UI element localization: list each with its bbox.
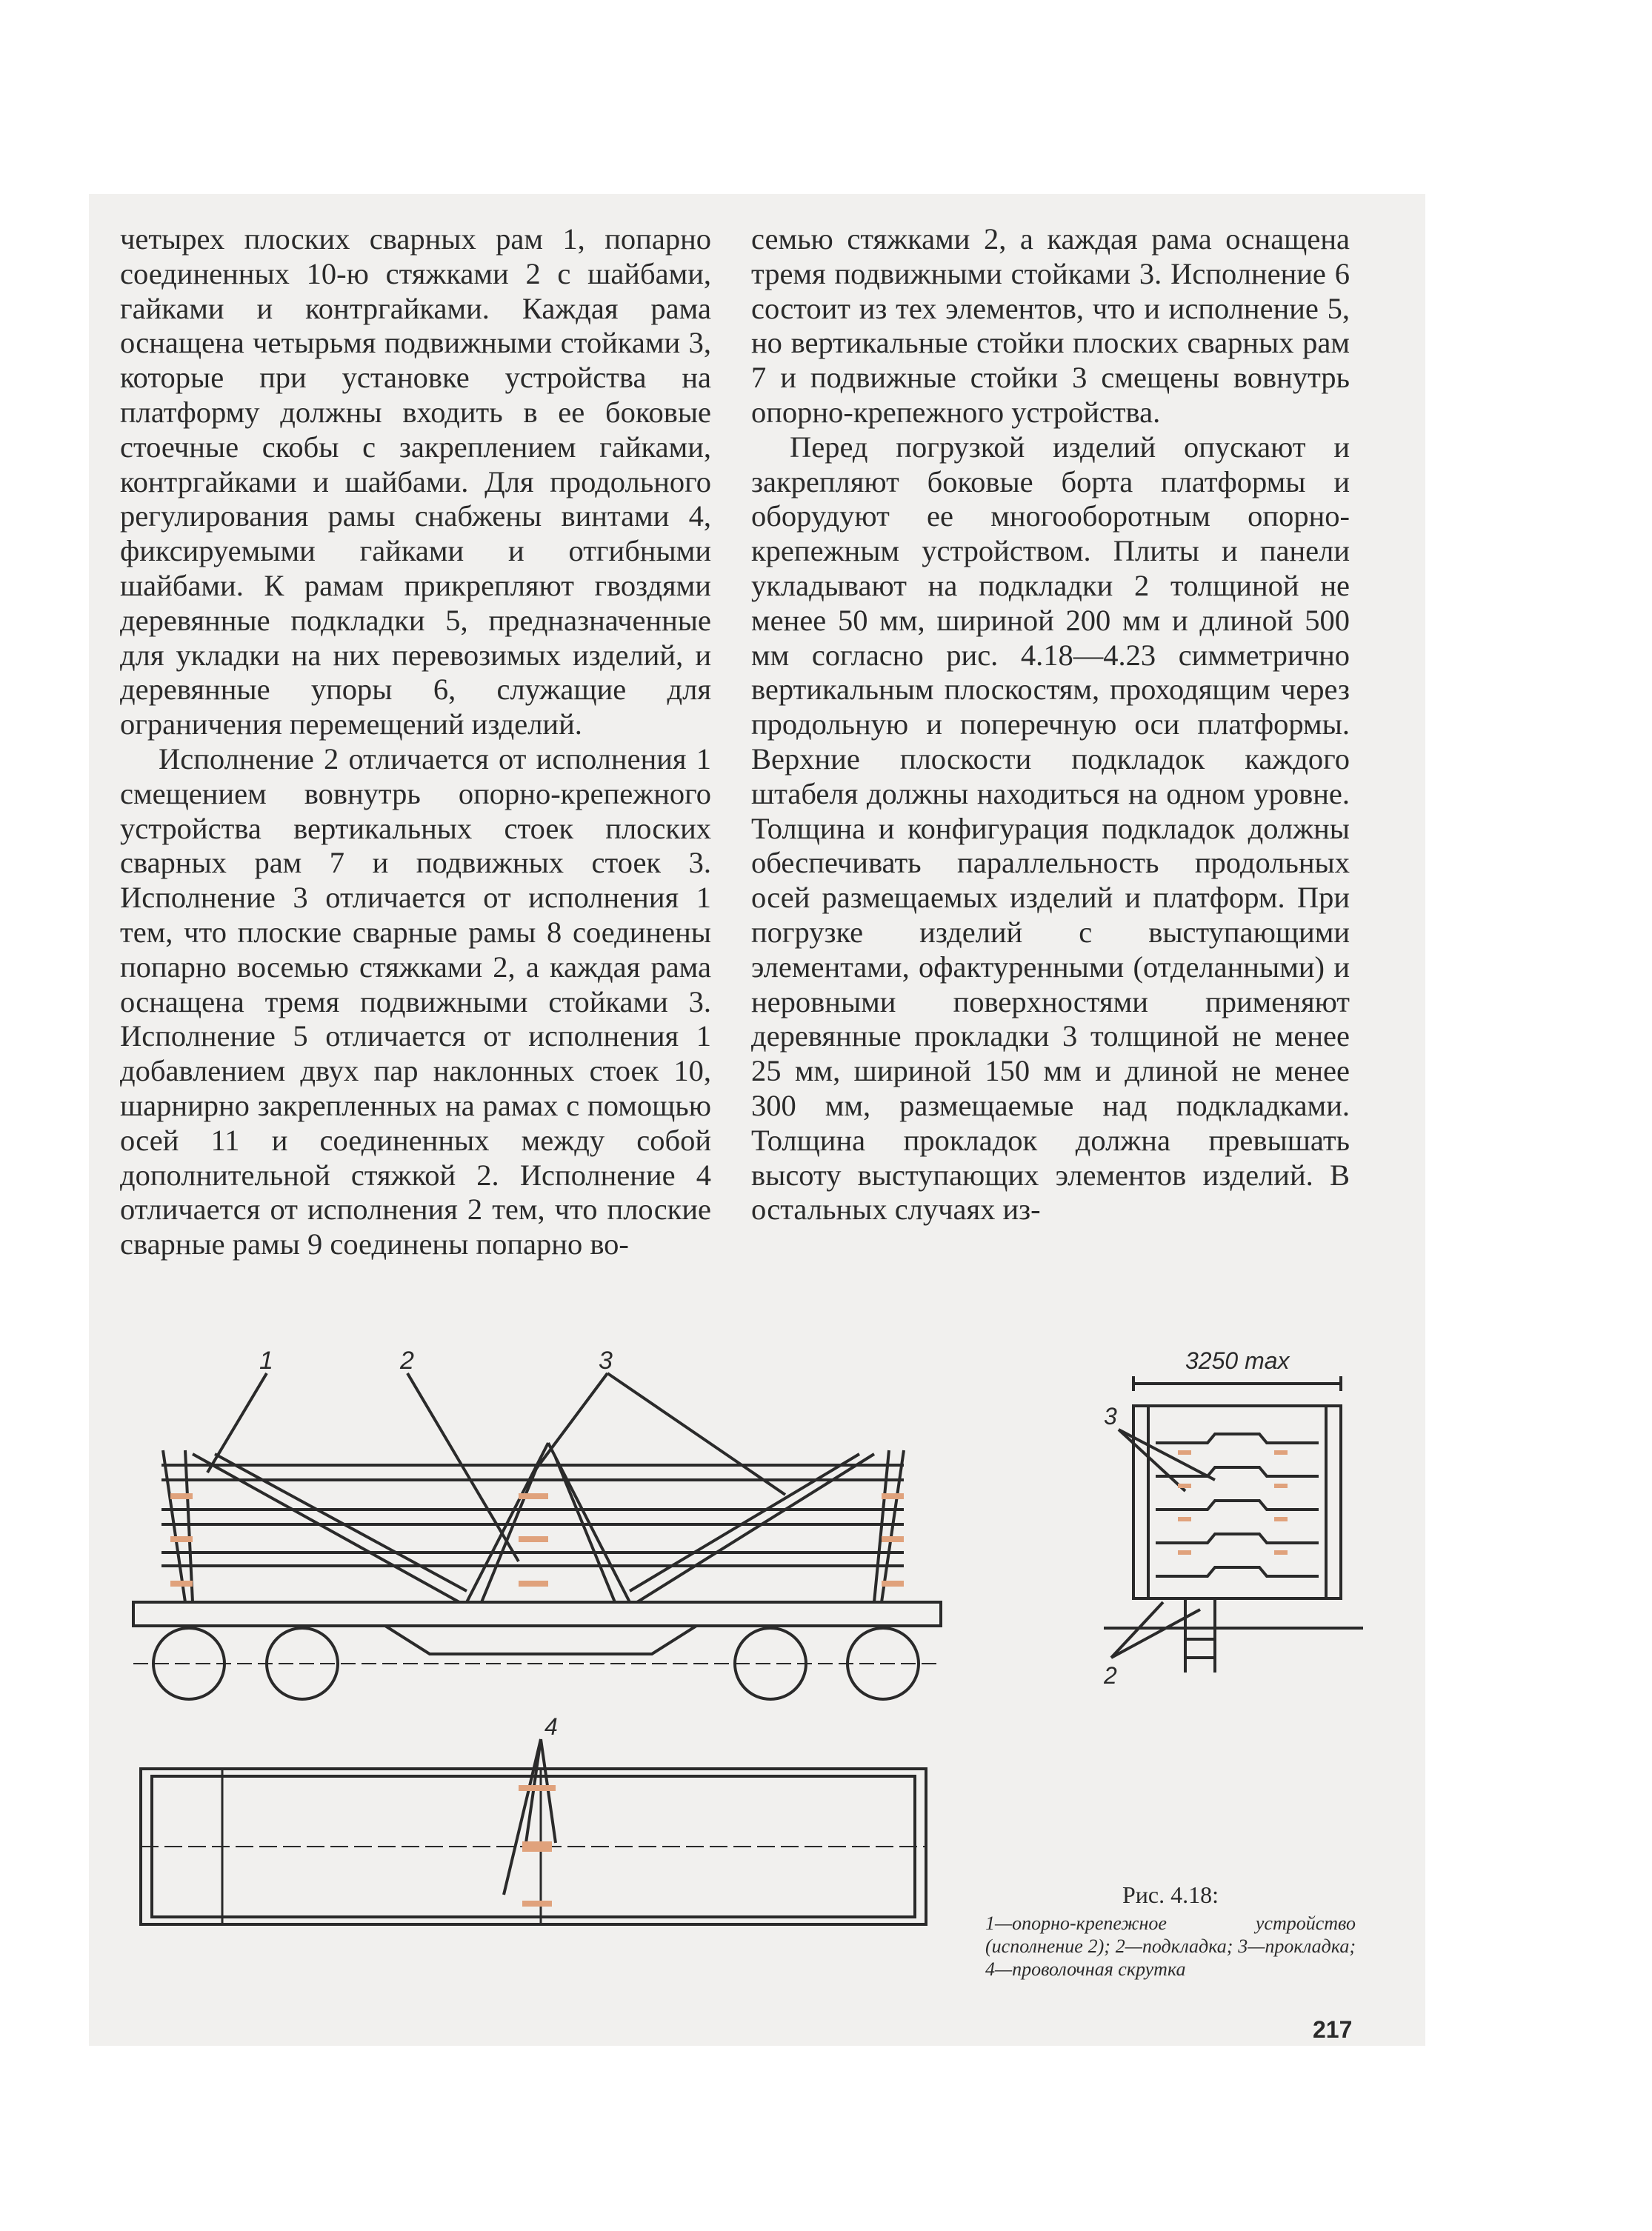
dimension-label: 3250 max xyxy=(1185,1347,1290,1374)
callout-label: 2 xyxy=(1104,1662,1117,1689)
page-number: 217 xyxy=(1313,2016,1353,2043)
paragraph: семью стяжками 2, а каждая рама оснащена тремя подвижными стойками 3. Исполнение 6 состоит из тех элементов, что и исполнение 5, но вертикальные стойки плоских сварных рам 7 и подвижные стойки 3 смещены вовнутрь опорно-крепежного устройства. xyxy=(751,222,1350,429)
caption-title: Рис. 4.18: xyxy=(1122,1881,1219,1908)
callout-label: 3 xyxy=(1104,1403,1117,1430)
text-column-left xyxy=(120,222,711,1262)
end-view-drawing xyxy=(1104,1347,1363,1710)
figure-caption xyxy=(985,1883,1356,1981)
callout-label: 4 xyxy=(544,1717,558,1740)
callout-label: 1 xyxy=(259,1347,273,1375)
caption-body: 1—опорно-крепежное устройство (исполнение 2); 2—подкладка; 3—прокладка; 4—проволочная скрутка xyxy=(985,1912,1356,1980)
side-view-drawing xyxy=(119,1347,948,1710)
paragraph: Исполнение 2 отличается от исполнения 1 смещением вовнутрь опорно-крепежного устройства вертикальных стоек плоских сварных рам 7 и подвижных стоек 3. Исполнение 3 отличается от исполнения 1 тем, что плоские сварные рамы 8 соединены попарно восемью стяжками 2, а каждая рама оснащена тремя подвижными стойками 3. Исполнение 5 отличается от исполнения 1 добавлением двух пар наклонных стоек 10, шарнирно закрепленных на рамах с помощью осей 11 и соединенных между собой дополнительной стяжкой 2. Исполнение 4 отличается от исполнения 2 тем, что плоские сварные рамы 9 соединены попарно во- xyxy=(120,741,711,1261)
paragraph: Перед погрузкой изделий опускают и закрепляют боковые борта платформы и оборудуют ее многооборотным опорно-крепежным устройством. Плиты и панели укладывают на подкладки 2 толщиной не менее 50 мм, шириной 200 мм и длиной 500 мм согласно рис. 4.18—4.23 симметрично вертикальным плоскостям, проходящим через продольную и поперечную оси платформы. Верхние плоскости подкладок каждого штабеля должны находиться на одном уровне. Толщина и конфигурация подкладок должны обеспечивать параллельность продольных осей размещаемых изделий и платформ. При погрузке изделий с выступающими элементами, офактуренными (отделанными) и неровными поверхностями применяют деревянные прокладки 3 толщиной не менее 25 мм, шириной 150 мм и длиной не менее 300 мм, размещаемые над подкладками. Толщина прокладок должна превышать высоту выступающих элементов изделий. В остальных случаях из- xyxy=(751,430,1350,1227)
callout-label: 2 xyxy=(400,1347,414,1375)
callout-label: 3 xyxy=(599,1347,613,1375)
paragraph: четырех плоских сварных рам 1, попарно соединенных 10-ю стяжками 2 с шайбами, гайками и контргайками. Каждая рама оснащена четырьмя подвижными стойками 3, которые при установке устройства на платформу должны входить в ее боковые стоечные скобы с закреплением гайками, контргайками и шайбами. Для продольного регулирования рамы снабжены винтами 4, фиксируемыми гайками и отгибными шайбами. К рамам прикрепляют гвоздями деревянные подкладки 5, предназначенные для укладки на них перевозимых изделий, и деревянные упоры 6, служащие для ограничения перемещений изделий. xyxy=(120,222,711,741)
text-column-right xyxy=(751,222,1350,1227)
plan-view-drawing xyxy=(119,1717,933,1932)
